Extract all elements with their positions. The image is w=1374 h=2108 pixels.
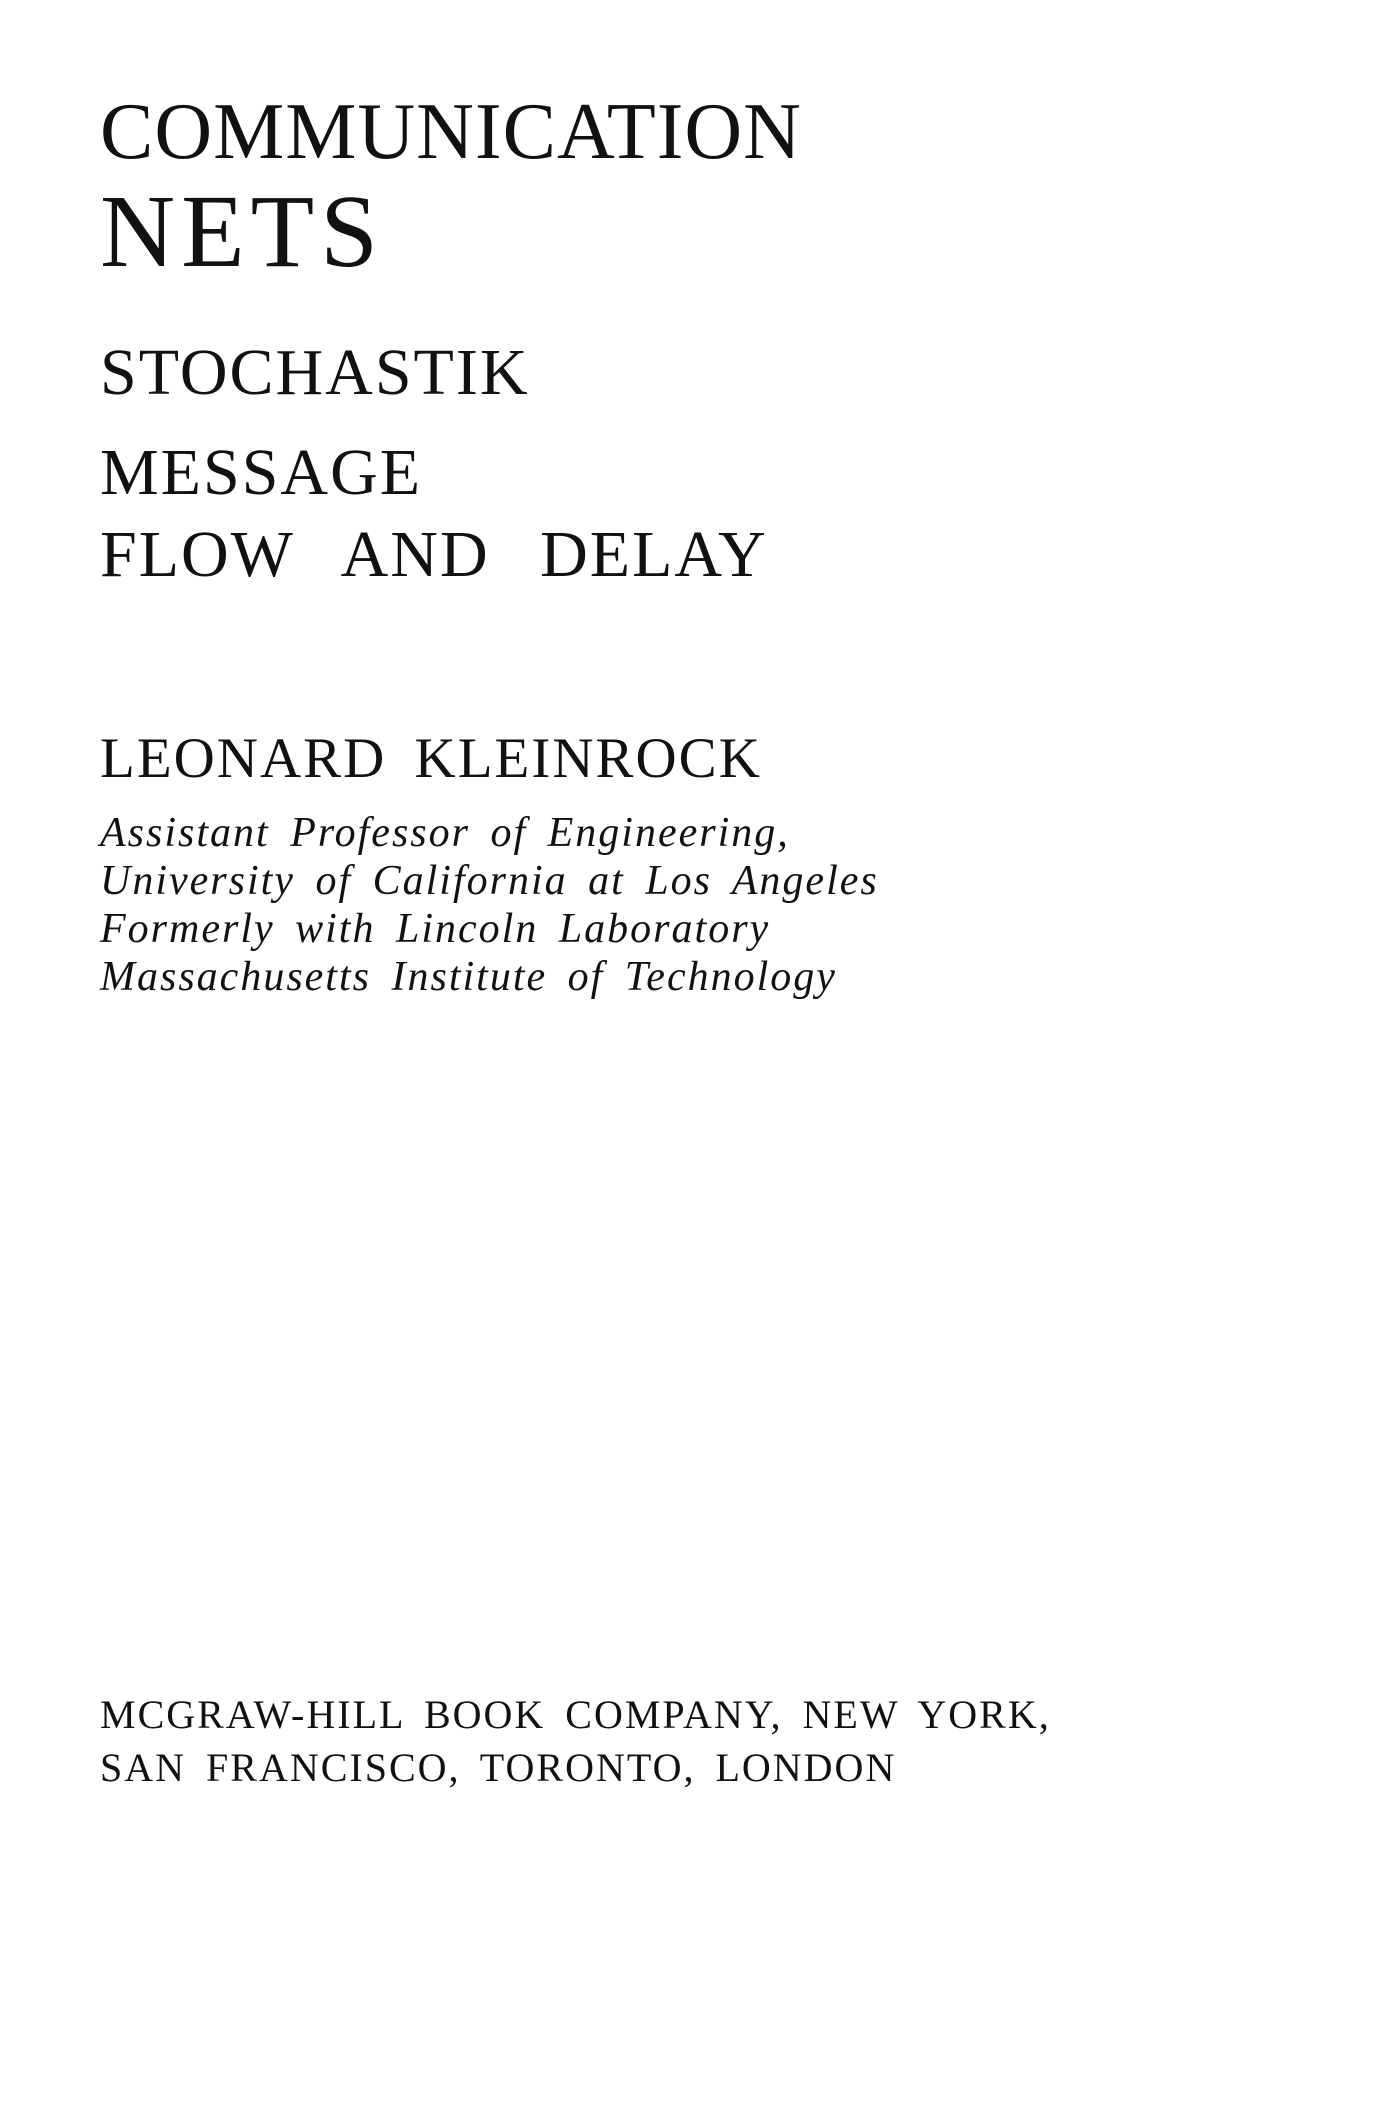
subtitle-line-1: STOCHASTIK [100, 336, 530, 409]
publisher-line-2: SAN FRANCISCO, TORONTO, LONDON [100, 1745, 897, 1790]
book-title-line-1: COMMUNICATION [100, 88, 802, 176]
publisher-line-1: MCGRAW-HILL BOOK COMPANY, NEW YORK, [100, 1692, 1051, 1737]
subtitle-line-3: FLOW AND DELAY [100, 518, 768, 591]
author-affiliation-line: Assistant Professor of Engineering, [100, 810, 790, 856]
author-affiliation-line: Formerly with Lincoln Laboratory [100, 906, 771, 952]
author-name: LEONARD KLEINROCK [100, 727, 762, 790]
author-affiliation-line: University of California at Los Angeles [100, 858, 879, 904]
subtitle-line-2: MESSAGE [100, 436, 423, 509]
author-affiliation-line: Massachusetts Institute of Technology [100, 954, 837, 1000]
book-title-line-2: NETS [100, 174, 384, 289]
